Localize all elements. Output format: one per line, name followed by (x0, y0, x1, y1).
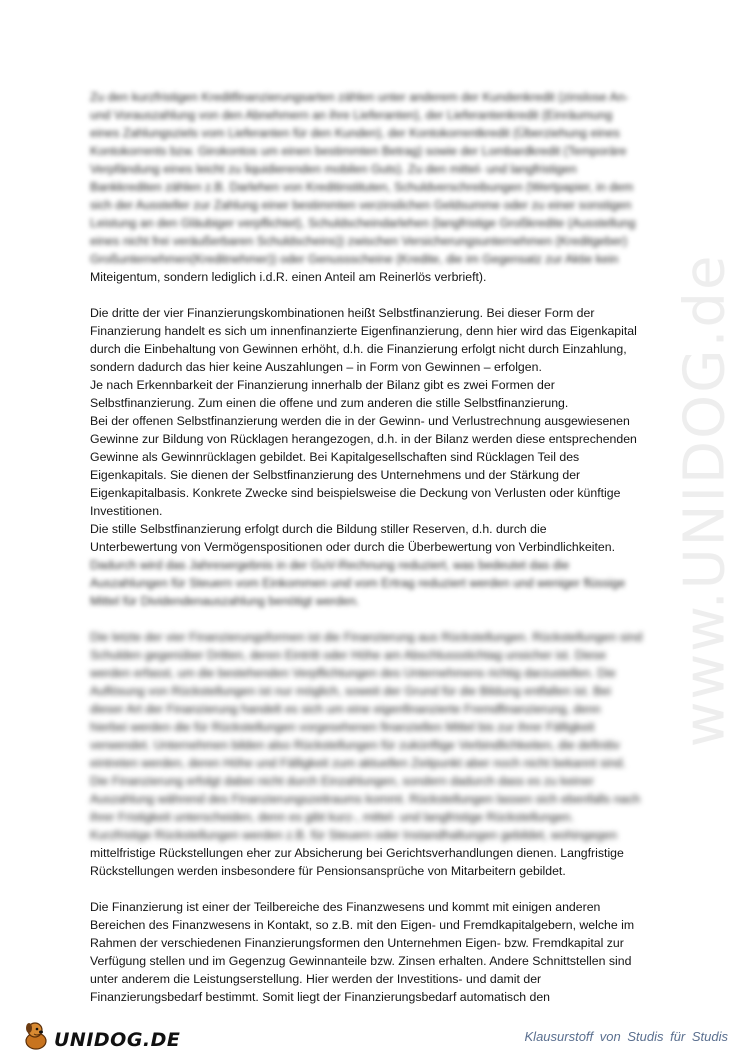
text-line: Die stille Selbstfinanzierung erfolgt durch die Bildung stiller Reserven, d.h. durch die (90, 522, 547, 536)
text-line: werden erfasst, um die bestehenden Verpflichtungen des Unternehmens richtig darzustellen. Die (90, 666, 616, 680)
logo-text: UNIDOG.DE (54, 1029, 181, 1051)
text-line: Finanzierung handelt es sich um innenfinanzierte Eigenfinanzierung, denn hier wird das Eigenkapital (90, 324, 637, 338)
text-line: Unterbewertung von Vermögenspositionen oder durch die Überbewertung von Verbindlichkeiten. (90, 540, 615, 554)
text-line: Großunternehmen(Kreditnehmer)) oder Genussscheine (Kredite, die im Gegensatz zur Aktie kein (90, 252, 619, 266)
watermark (665, 250, 745, 750)
text-line: Die dritte der vier Finanzierungskombinationen heißt Selbstfinanzierung. Bei dieser Form der (90, 306, 595, 320)
document-body (90, 88, 660, 1006)
paragraph-finanzwesen (90, 898, 660, 1006)
text-line: eines nicht frei veräußerbaren Schuldscheins)) zwischen Versicherungsunternehmen (Kreditgeber) (90, 234, 628, 248)
text-line: Kontokorrents bzw. Girokontos um einen bestimmten Betrag) sowie der Lombardkredit (Temporäre (90, 144, 627, 158)
footer-logo (22, 1015, 181, 1051)
text-line: Die letzte der vier Finanzierungsformen ist die Finanzierung aus Rückstellungen. Rückstellungen sind (90, 630, 643, 644)
text-line: mittelfristige Rückstellungen eher zur Absicherung bei Gerichtsverhandlungen dienen. Langfristige (90, 846, 624, 860)
text-line: und Vorauszahlung von den Abnehmern an ihre Lieferanten), der Lieferantenkredit (Einräumung (90, 108, 613, 122)
text-line: Verpfändung eines leicht zu liquidierenden mobilen Guts). Zu den mittel- und langfristigen (90, 162, 577, 176)
blurred-text-block (90, 628, 660, 844)
text-line: Investitionen. (90, 504, 163, 518)
text-line: durch die Einbehaltung von Gewinnen erhöht, d.h. die Finanzierung erfolgt nicht durch Einzahlung, (90, 342, 627, 356)
text-line: sondern dadurch das hier keine Auszahlungen – in Form von Gewinnen – erfolgen. (90, 360, 542, 374)
text-line: Rückstellungen werden insbesondere für Pensionsansprüche von Mitarbeitern gebildet. (90, 864, 566, 878)
text-line: eines Zahlungsziels vom Lieferanten für den Kunden), der Kontokorrentkredit (Überziehung eines (90, 126, 620, 140)
text-line: Die Finanzierung ist einer der Teilbereiche des Finanzwesens und kommt mit einigen anderen (90, 900, 601, 914)
text-line: unter anderem die Leistungserstellung. Hier werden der Investitions- und damit der (90, 972, 542, 986)
text-line: Bankkrediten zählen z.B. Darlehen von Kreditinstituten, Schuldverschreibungen (Wertpapier, in dem (90, 180, 634, 194)
text-line: Miteigentum, sondern lediglich i.d.R. einen Anteil am Reinerlös verbrieft). (90, 270, 487, 284)
text-line: Rahmen der verschiedenen Finanzierungsformen den Unternehmen Eigen- bzw. Fremdkapital zur (90, 936, 624, 950)
text-line: Eigenkapitals. Sie dienen der Selbstfinanzierung des Unternehmens und der Stärkung der (90, 468, 581, 482)
text-line: Bei der offenen Selbstfinanzierung werden die in der Gewinn- und Verlustrechnung ausgewiesenen (90, 414, 630, 428)
dog-mascot-icon (22, 1019, 50, 1051)
paragraph-selbstfinanzierung (90, 304, 660, 610)
text-line: Dadurch wird das Jahresergebnis in der GuV-Rechnung reduziert, was bedeutet das die (90, 558, 570, 572)
text-line: dieser Art der Finanzierung handelt es sich um eine eigenfinanzierte Fremdfinanzierung, denn (90, 702, 601, 716)
text-line: ihrer Fristigkeit unterscheiden, denn es gibt kurz-, mittel- und langfristige Rückstellungen. (90, 810, 574, 824)
text-line: Finanzierungsbedarf bestimmt. Somit liegt der Finanzierungsbedarf automatisch den (90, 990, 551, 1004)
text-line: eintreten werden, deren Höhe und Fälligkeit zum aktuellen Zeitpunkt aber noch nicht bekannt sind. (90, 756, 626, 770)
text-line: Schulden gegenüber Dritten, deren Eintritt oder Höhe am Abschlussstichtag unsicher ist. Diese (90, 648, 607, 662)
text-line: Auszahlungen für Steuern vom Einkommen und vom Ertrag reduziert werden und weniger flüssige (90, 576, 626, 590)
text-line: Gewinne zur Bildung von Rücklagen herangezogen, d.h. in der Bilanz werden diese entsprechenden (90, 432, 637, 446)
text-line: Zu den kurzfristigen Kreditfinanzierungsarten zählen unter anderem der Kundenkredit (zinslose An- (90, 90, 629, 104)
watermark-text: www.UNIDOG.de (672, 253, 738, 747)
text-line: Die Finanzierung erfolgt dabei nicht durch Einzahlungen, sondern dadurch dass es zu keiner (90, 774, 594, 788)
text-line: Auszahlung während des Finanzierungszeitraums kommt. Rückstellungen lassen sich ebenfalls nach (90, 792, 641, 806)
blurred-text-block (90, 556, 660, 610)
text-line: Gewinne als Gewinnrücklagen gebildet. Bei Kapitalgesellschaften sind Rücklagen Teil des (90, 450, 580, 464)
text-line: Leistung an den Gläubiger verpflichtet), Schuldscheindarlehen (langfristige Großkredite (Ausstellung (90, 216, 636, 230)
text-line: Eigenkapitalbasis. Konkrete Zwecke sind beispielsweise die Deckung von Verlusten oder künftige (90, 486, 621, 500)
text-line: Kurzfristige Rückstellungen werden z.B. für Steuern oder Instandhaltungen gebildet, wohingegen (90, 828, 618, 842)
text-line: Mittel für Dividendenauszahlung benötigt werden. (90, 594, 360, 608)
text-line: Auflösung von Rückstellungen ist nur möglich, soweit der Grund für die Bildung entfallen ist. Bei (90, 684, 611, 698)
text-line: Verfügung stellen und im Gegenzug Gewinnanteile bzw. Zinsen erhalten. Andere Schnittstellen sind (90, 954, 632, 968)
text-line: Je nach Erkennbarkeit der Finanzierung innerhalb der Bilanz gibt es zwei Formen der (90, 378, 555, 392)
text-line: Selbstfinanzierung. Zum einen die offene und zum anderen die stille Selbstfinanzierung. (90, 396, 569, 410)
paragraph-kreditfinanzierung (90, 88, 660, 286)
footer-tagline: Klausurstoff von Studis für Studis (524, 1029, 728, 1044)
text-line: hierbei werden die für Rückstellungen vorgesehenen finanziellen Mittel bis zur ihrer Fälligkeit (90, 720, 595, 734)
paragraph-rueckstellungen (90, 628, 660, 880)
text-line: verwendet. Unternehmen bilden also Rückstellungen für zukünftige Verbindlichkeiten, die definitiv (90, 738, 620, 752)
text-line: sich der Aussteller zur Zahlung einer bestimmten verzinslichen Geldsumme oder zu einer sonstigen (90, 198, 632, 212)
text-line: Bereichen des Finanzwesens in Kontakt, so z.B. mit den Eigen- und Fremdkapitalgebern, welche im (90, 918, 635, 932)
blurred-text-block (90, 88, 660, 268)
